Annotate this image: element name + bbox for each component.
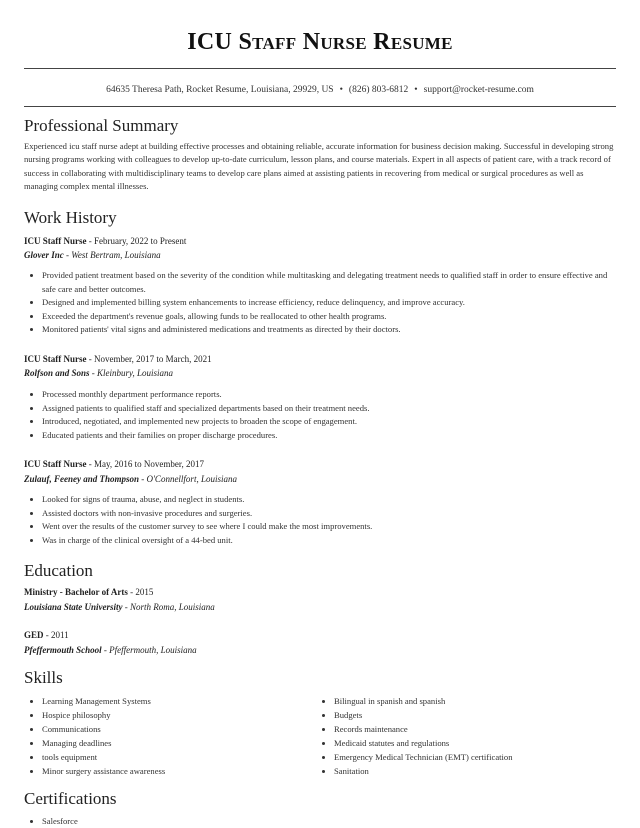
job-title-line [24, 459, 204, 469]
list-item: • Emergency Medical Technician (EMT) certification [334, 750, 634, 764]
list-item: • Learning Management Systems [42, 694, 312, 708]
job-title-line [24, 354, 212, 364]
job-location: - O'Connellfort, Louisiana [139, 474, 237, 484]
list-item: • Educated patients and their families on proper discharge procedures. [42, 429, 616, 443]
job-location: - Kleinbury, Louisiana [89, 368, 174, 378]
list-item: • Provided patient treatment based on the severity of the condition while multitasking and delegating treatment needs to qualified staff in order to ensure effective and safe care and better outcomes. [42, 269, 616, 296]
job-dates: - May, 2016 to November, 2017 [86, 459, 205, 469]
list-item: • Monitored patients' vital signs and administered medications and treatments as directed by their doctors. [42, 323, 616, 337]
list-item: • Hospice philosophy [42, 708, 312, 722]
summary-heading: Professional Summary [24, 116, 179, 135]
education-location: - Pfeffermouth, Louisiana [101, 645, 197, 655]
list-item: • Minor surgery assistance awareness [42, 764, 312, 778]
title-rest: Staff Nurse Resume [238, 29, 453, 55]
skills-list-right [316, 694, 634, 778]
list-item: • Went over the results of the customer survey to see where I could make the most improvements. [42, 520, 616, 534]
contact-phone: (826) 803-6812 [348, 85, 409, 95]
contact-address: 64635 Theresa Path, Rocket Resume, Louisiana, 29929, US [106, 85, 334, 95]
job-title: ICU Staff Nurse [24, 236, 87, 246]
list-item: • Salesforce [42, 814, 312, 828]
job-company-line [24, 368, 173, 378]
list-item: • Communications [42, 722, 312, 736]
list-item: • Managing deadlines [42, 736, 312, 750]
education-degree-line [24, 630, 69, 640]
skills-list-left [24, 694, 312, 778]
job-company: Zulauf, Feeney and Thompson [24, 474, 140, 484]
job-company: Rolfson and Sons [24, 368, 90, 378]
job-dates: - February, 2022 to Present [86, 236, 187, 246]
education-degree: Ministry - Bachelor of Arts [24, 587, 128, 597]
list-item: • Introduced, negotiated, and implemented new projects to broaden the scope of engagement. [42, 415, 616, 429]
list-item: • Designed and implemented billing system enhancements to increase efficiency, reduce delinquency, and improve accuracy. [42, 296, 616, 310]
job-title: ICU Staff Nurse [24, 459, 87, 469]
job-title: ICU Staff Nurse [24, 354, 87, 364]
summary-text: Experienced icu staff nurse adept at building effective processes and obtaining reliable, accurate information for business decision making. Successful in developing strong nursing programs working with colleagues to develop up-to-date curriculum, lesson plans, and course materials. Expert in all aspects of patient care, with a track record of success in collaborating with multidisciplinary teams to develop care plans aimed at assisting patients in recovering from medical or surgical procedures as well as managing complex mental illnesses. [24, 141, 614, 191]
list-item: • Assisted doctors with non-invasive procedures and surgeries. [42, 507, 616, 521]
header-divider-top [24, 68, 616, 69]
list-item: • Bilingual in spanish and spanish [334, 694, 634, 708]
contact-line [0, 85, 640, 95]
education-school: Louisiana State University [24, 602, 123, 612]
job-bullet-list [24, 388, 616, 442]
contact-email[interactable]: support@rocket-resume.com [423, 85, 534, 95]
job-company: Glover Inc [24, 250, 64, 260]
job-company-line [24, 474, 237, 484]
list-item: • tools equipment [42, 750, 312, 764]
job-title-line [24, 236, 186, 246]
job-bullet-list [24, 269, 616, 337]
list-item: • Medicaid statutes and regulations [334, 736, 634, 750]
education-location: - North Roma, Louisiana [122, 602, 215, 612]
certifications-heading: Certifications [24, 789, 117, 808]
list-item: • Sanitation [334, 764, 634, 778]
list-item: • Was in charge of the clinical oversight of a 44-bed unit. [42, 534, 616, 548]
list-item: • Processed monthly department performance reports. [42, 388, 616, 402]
education-school-line [24, 602, 215, 612]
job-location: - West Bertram, Louisiana [63, 250, 161, 260]
resume-title [0, 0, 640, 56]
title-main: ICU [187, 29, 233, 55]
education-degree-line [24, 587, 153, 597]
skills-heading: Skills [24, 668, 63, 687]
list-item: • Records maintenance [334, 722, 634, 736]
education-school-line [24, 645, 197, 655]
job-dates: - November, 2017 to March, 2021 [86, 354, 212, 364]
education-year: - 2011 [43, 630, 69, 640]
education-degree: GED [24, 630, 44, 640]
list-item: • Looked for signs of trauma, abuse, and neglect in students. [42, 493, 616, 507]
education-school: Pfeffermouth School [24, 645, 102, 655]
list-item: • Exceeded the department's revenue goals, allowing funds to be reallocated to other health programs. [42, 310, 616, 324]
certifications-list [24, 814, 312, 828]
job-company-line [24, 250, 161, 260]
list-item: • Budgets [334, 708, 634, 722]
education-year: - 2015 [127, 587, 154, 597]
contact-separator: • [339, 85, 343, 95]
work-history-heading: Work History [24, 208, 117, 227]
contact-separator: • [414, 85, 418, 95]
education-heading: Education [24, 561, 93, 580]
job-bullet-list [24, 493, 616, 547]
list-item: • Assigned patients to qualified staff and specialized departments based on their treatment needs. [42, 402, 616, 416]
header-divider-bottom [24, 106, 616, 107]
